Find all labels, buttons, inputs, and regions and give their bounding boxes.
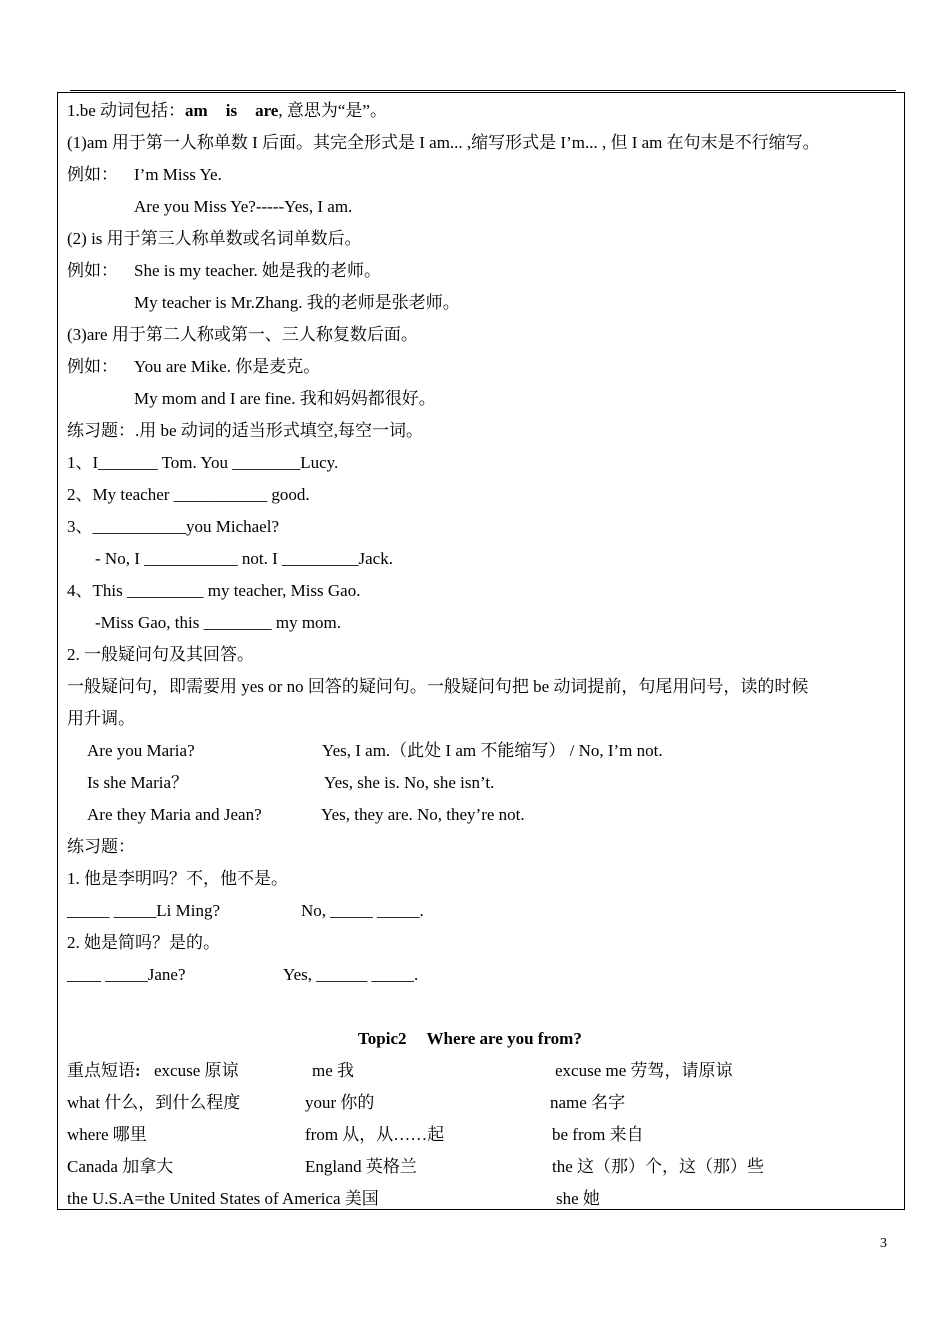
vocab-item: me 我 — [312, 1061, 355, 1080]
practice-blank: Yes, ______ _____. — [283, 965, 419, 984]
be-meaning: , 意思为“是”。 — [278, 101, 387, 120]
example-line: My mom and I are fine. 我和妈妈都很好。 — [134, 389, 436, 408]
vocab-item: the U.S.A=the United States of America 美国 — [67, 1189, 379, 1208]
exercise-title: 练习题： — [67, 837, 135, 856]
section-description: 用升调。 — [67, 709, 135, 728]
be-are: are — [255, 101, 279, 120]
be-is: is — [225, 101, 238, 120]
vocab-label: 重点短语: — [67, 1061, 141, 1080]
example-line: My teacher is Mr.Zhang. 我的老师是张老师。 — [134, 293, 460, 312]
are-rule: (3)are 用于第二人称或第一、三人称复数后面。 — [67, 325, 418, 344]
is-rule: (2) is 用于第三人称单数或名词单数后。 — [67, 229, 362, 248]
example-line: I’m Miss Ye. — [134, 165, 222, 184]
practice-blank: ____ _____Jane? — [67, 965, 186, 984]
vocab-item: excuse me 劳驾，请原谅 — [555, 1061, 733, 1080]
practice-prompt: 1. 他是李明吗？不，他不是。 — [67, 869, 288, 888]
vocab-item: your 你的 — [305, 1093, 375, 1112]
exercise-question: 1、I_______ Tom. You ________Lucy. — [67, 453, 339, 472]
example-label: 例如： — [67, 357, 118, 376]
example-label: 例如： — [67, 165, 118, 184]
exercise-question: 4、This _________ my teacher, Miss Gao. — [67, 581, 361, 600]
dialog-question: Is she Maria？ — [87, 773, 189, 792]
vocab-item: from 从，从……起 — [305, 1125, 445, 1144]
topic-heading — [358, 1029, 582, 1049]
exercise-answer: - No, I ___________ not. I _________Jack. — [95, 549, 393, 568]
vocab-item: the 这（那）个，这（那）些 — [552, 1157, 765, 1176]
vocab-item: be from 来自 — [552, 1125, 644, 1144]
vocab-item: what 什么，到什么程度 — [67, 1093, 241, 1112]
content-box — [57, 92, 905, 1210]
example-line: Are you Miss Ye?-----Yes, I am. — [134, 197, 353, 216]
page-number: 3 — [880, 1236, 887, 1251]
section-heading: 2. 一般疑问句及其回答。 — [67, 645, 254, 664]
vocab-item: excuse 原谅 — [154, 1061, 239, 1080]
vocab-item: England 英格兰 — [305, 1157, 417, 1176]
example-label: 例如： — [67, 261, 118, 280]
exercise-question: 2、My teacher ___________ good. — [67, 485, 310, 504]
exercise-title: 练习题：.用 be 动词的适当形式填空,每空一词。 — [67, 421, 424, 440]
exercise-question: 3、___________you Michael? — [67, 517, 279, 536]
be-am: am — [185, 101, 208, 120]
header-rule — [70, 90, 896, 91]
vocab-item: name 名字 — [550, 1093, 626, 1112]
exercise-answer: -Miss Gao, this ________ my mom. — [95, 613, 342, 632]
practice-blank: No, _____ _____. — [301, 901, 424, 920]
topic-number: Topic2 — [358, 1029, 407, 1048]
practice-prompt: 2. 她是简吗？是的。 — [67, 933, 220, 952]
be-intro — [67, 101, 387, 121]
dialog-question: Are they Maria and Jean? — [87, 805, 262, 824]
am-rule: (1)am 用于第一人称单数 I 后面。其完全形式是 I am... ,缩写形式是 I’m... , 但 I am 在句末是不行缩写。 — [67, 133, 820, 152]
dialog-answer: Yes, I am.（此处 I am 不能缩写） / No, I’m not. — [322, 741, 663, 760]
dialog-answer: Yes, they are. No, they’re not. — [321, 805, 525, 824]
dialog-answer: Yes, she is. No, she isn’t. — [324, 773, 495, 792]
example-line: You are Mike. 你是麦克。 — [134, 357, 321, 376]
practice-blank: _____ _____Li Ming? — [67, 901, 220, 920]
vocab-item: she 她 — [556, 1189, 600, 1208]
vocab-item: Canada 加拿大 — [67, 1157, 174, 1176]
be-intro-text: 1.be 动词包括： — [67, 101, 186, 120]
topic-title: Where are you from? — [426, 1029, 582, 1048]
section-description: 一般疑问句，即需要用 yes or no 回答的疑问句。一般疑问句把 be 动词提前，句尾用问号，读的时候 — [67, 677, 809, 696]
vocab-item: where 哪里 — [67, 1125, 147, 1144]
dialog-question: Are you Maria? — [87, 741, 195, 760]
example-line: She is my teacher. 她是我的老师。 — [134, 261, 381, 280]
